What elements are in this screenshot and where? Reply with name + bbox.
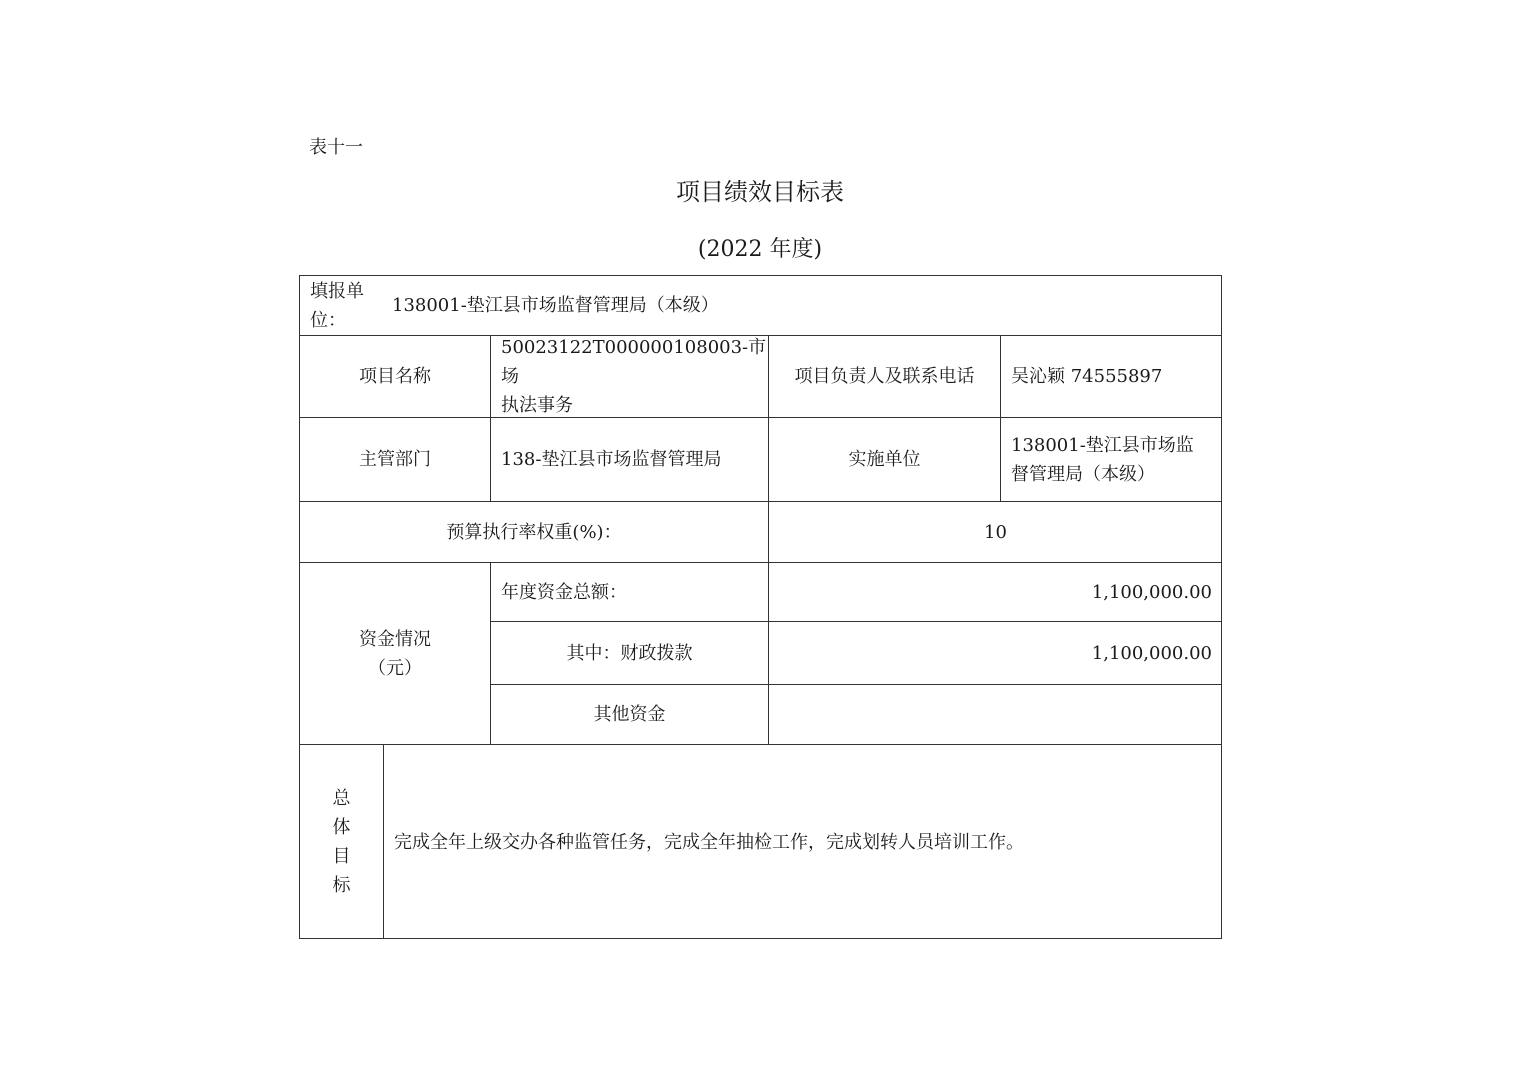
overall-goal-value: 完成全年上级交办各种监管任务，完成全年抽检工作，完成划转人员培训工作。	[383, 744, 1222, 939]
implementing-unit-value-line2: 督管理局（本级）	[1011, 463, 1155, 485]
project-name-value-line1: 50023122T000000108003-市场	[501, 337, 767, 387]
implementing-unit-value-line1: 138001-垫江县市场监	[1011, 434, 1194, 456]
reporting-unit-label	[310, 277, 382, 335]
overall-goal-label-char-4: 标	[332, 875, 351, 896]
project-name-value	[490, 335, 768, 417]
funding-fiscal-label: 其中：财政拨款	[490, 621, 768, 684]
funding-fiscal-value: 1,100,000.00	[768, 621, 1222, 684]
overall-goal-label-char-3: 目	[332, 846, 351, 867]
project-lead-value: 吴沁颖 74555897	[1000, 335, 1222, 417]
funding-label	[299, 562, 490, 744]
project-lead-label: 项目负责人及联系电话	[768, 335, 1000, 417]
department-value: 138-垫江县市场监督管理局	[490, 417, 768, 501]
funding-label-line1: 资金情况	[359, 628, 431, 650]
reporting-unit-label-line2: 位：	[310, 309, 346, 331]
project-name-label: 项目名称	[299, 335, 490, 417]
page-title: 项目绩效目标表	[676, 178, 844, 206]
funding-label-line2: （元）	[368, 657, 422, 679]
funding-total-label: 年度资金总额：	[490, 562, 768, 621]
funding-other-label: 其他资金	[490, 684, 768, 744]
reporting-unit-value: 138001-垫江县市场监督管理局（本级）	[392, 295, 719, 316]
budget-weight-value: 10	[768, 501, 1222, 562]
implementing-unit-value	[1000, 417, 1222, 501]
fiscal-year-subtitle: (2022 年度)	[697, 237, 823, 262]
funding-total-value: 1,100,000.00	[768, 562, 1222, 621]
overall-goal-label-char-2: 体	[332, 817, 351, 838]
table-number-label: 表十一	[309, 137, 363, 158]
project-name-value-line2: 执法事务	[501, 395, 573, 416]
overall-goal-label	[299, 744, 383, 939]
funding-other-value	[768, 684, 1222, 744]
department-label: 主管部门	[299, 417, 490, 501]
budget-weight-label: 预算执行率权重(%)：	[299, 501, 768, 562]
overall-goal-label-char-1: 总	[332, 788, 351, 809]
reporting-unit-label-cell	[299, 275, 1222, 335]
implementing-unit-label: 实施单位	[768, 417, 1000, 501]
reporting-unit-label-line1: 填报单	[310, 280, 364, 302]
